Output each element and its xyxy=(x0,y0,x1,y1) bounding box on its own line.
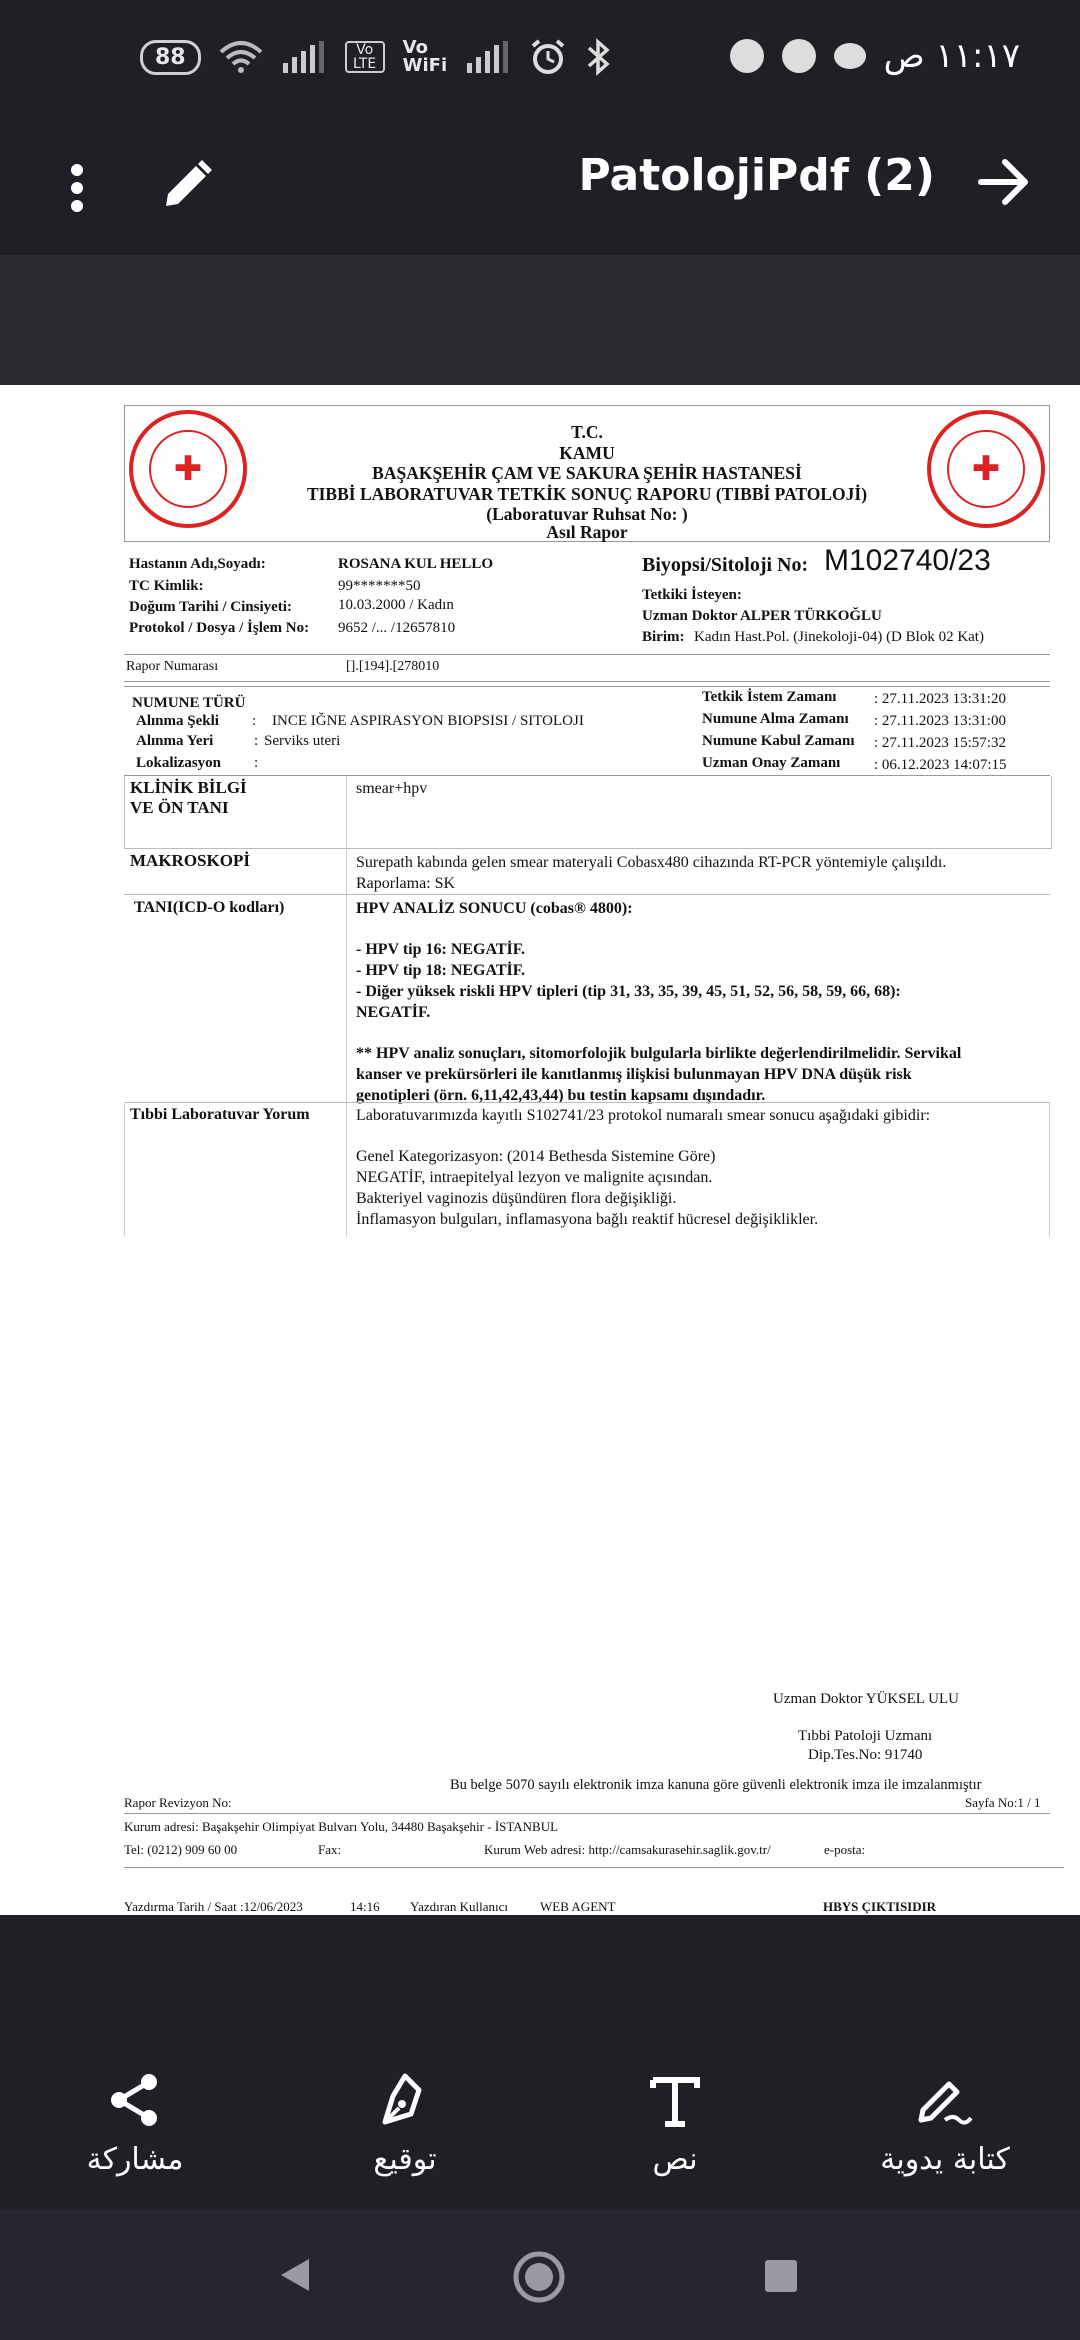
sign-label: توقيع xyxy=(373,2142,437,2177)
patient-name-value: ROSANA KUL HELLO xyxy=(338,556,494,572)
viewer-background xyxy=(0,255,1080,385)
method-value: INCE IĞNE ASPIRASYON BIOPSISI / SITOLOJI xyxy=(272,713,584,729)
tc-label: TC Kimlik: xyxy=(129,578,204,594)
sign-button[interactable] xyxy=(305,2070,505,2177)
patient-name-label: Hastanın Adı,Soyadı: xyxy=(129,556,266,572)
comment-line-4: Bakteriyel vaginozis düşündüren flora değişikliği. xyxy=(356,1190,677,1207)
diagnosis-note-1: ** HPV analiz sonuçları, sitomorfolojik bulgularla birlikte değerlendirilmelidir. Servikal xyxy=(356,1045,962,1062)
volte-icon: Vo LTE xyxy=(345,41,385,73)
diagnosis-heading: HPV ANALİZ SONUCU (cobas® 4800): xyxy=(356,900,633,917)
forward-arrow-icon[interactable] xyxy=(975,152,1035,216)
bluetooth-icon xyxy=(585,38,611,76)
clinical-label-2: VE ÖN TANI xyxy=(130,798,229,817)
signing-title: Tıbbi Patoloji Uzmanı xyxy=(798,1728,933,1744)
clinical-value: smear+hpv xyxy=(356,780,428,797)
recents-icon[interactable] xyxy=(763,2258,799,2294)
wifi-icon xyxy=(219,40,263,74)
page-number: Sayfa No:1 / 1 xyxy=(965,1795,1041,1810)
macroscopy-line-1: Surepath kabında gelen smear materyali Cobasx480 cihazında RT-PCR yöntemiyle çalışıldı. xyxy=(356,854,947,871)
ministry-seal-left: ✚ xyxy=(129,410,247,528)
signing-doctor: Uzman Doktor YÜKSEL ULU xyxy=(773,1691,959,1707)
report-number-label: Rapor Numarası xyxy=(126,659,219,674)
notification-icon-2 xyxy=(782,39,816,73)
diagnosis-note-2: kanser ve prekürsörleri ile kanıtlanmış ilişkisi bulunmayan HPV DNA düşük risk xyxy=(356,1066,912,1083)
signature-footer-layer xyxy=(0,385,1080,1915)
hospital-name: BAŞAKŞEHİR ÇAM VE SAKURA ŞEHİR HASTANESİ xyxy=(372,463,802,483)
share-icon xyxy=(105,2070,165,2130)
localization-value: : xyxy=(254,755,259,771)
dob-value: 10.03.2000 / Kadın xyxy=(338,597,454,613)
comment-line-3: NEGATİF, intraepitelyal lezyon ve malignite açısından. xyxy=(356,1169,713,1186)
text-button[interactable] xyxy=(575,2070,775,2177)
share-button[interactable] xyxy=(35,2070,235,2177)
macroscopy-label: MAKROSKOPİ xyxy=(130,851,250,870)
top-app-bar xyxy=(0,120,1080,255)
place-label: Alınma Yeri xyxy=(136,733,214,749)
time-label-2: Numune Kabul Zamanı xyxy=(702,733,855,749)
signing-dip: Dip.Tes.No: 91740 xyxy=(808,1747,923,1763)
tc-value: 99*******50 xyxy=(338,578,421,594)
institution-web: Kurum Web adresi: http://camsakurasehir.saglik.gov.tr/ xyxy=(484,1842,771,1857)
comment-line-5: İnflamasyon bulguları, inflamasyona bağlı reaktif hücresel değişiklikler. xyxy=(356,1211,819,1228)
comment-line-1: Laboratuvarımızda kayıtlı S102741/23 protokol numaralı smear sonucu aşağıdaki gibidir: xyxy=(356,1107,931,1124)
diagnosis-note-3: genotipleri (örn. 6,11,42,43,44) bu testin kapsamı dışındadır. xyxy=(356,1087,766,1104)
biopsy-number: M102740/23 xyxy=(824,544,991,577)
vowifi-icon: Vo WiFi xyxy=(402,37,448,76)
unit-value: Kadın Hast.Pol. (Jinekoloji-04) (D Blok 02 Kat) xyxy=(694,629,984,645)
time-value-0: : 27.11.2023 13:31:20 xyxy=(874,691,1006,707)
time-value-3: : 06.12.2023 14:07:15 xyxy=(874,757,1007,773)
chat-icon xyxy=(834,43,866,69)
share-label: مشاركة xyxy=(86,2142,184,2177)
comment-line-2: Genel Kategorizasyon: (2014 Bethesda Sistemine Göre) xyxy=(356,1148,716,1165)
battery-indicator: 88 xyxy=(140,40,201,75)
bottom-action-bar xyxy=(0,2050,1080,2210)
comment-label: Tıbbi Laboratuvar Yorum xyxy=(130,1106,310,1123)
system-navigation-bar xyxy=(0,2210,1080,2340)
diagnosis-hpv16: - HPV tip 16: NEGATİF. xyxy=(356,941,526,958)
requester-doctor: Uzman Doktor ALPER TÜRKOĞLU xyxy=(642,608,882,624)
status-bar xyxy=(0,0,1080,120)
time-label-0: Tetkik İstem Zamanı xyxy=(702,689,837,705)
institution-address: Kurum adresi: Başakşehir Olimpiyat Bulvarı Yolu, 34480 Başakşehir - İSTANBUL xyxy=(124,1819,559,1834)
method-label: Alınma Şekli xyxy=(136,713,219,729)
time-value-1: : 27.11.2023 13:31:00 xyxy=(874,713,1006,729)
edit-icon[interactable] xyxy=(160,158,214,216)
signal-icon xyxy=(281,41,327,73)
back-icon[interactable] xyxy=(275,2255,315,2295)
print-date: Yazdırma Tarih / Saat :12/06/2023 xyxy=(124,1899,303,1914)
handwriting-icon xyxy=(915,2070,975,2130)
institution-tel: Tel: (0212) 909 60 00 xyxy=(124,1842,238,1857)
dob-label: Doğum Tarihi / Cinsiyeti: xyxy=(129,599,292,615)
text-icon xyxy=(645,2070,705,2130)
place-value-prefix: : xyxy=(254,733,259,749)
protocol-label: Protokol / Dosya / İşlem No: xyxy=(129,620,310,636)
revision-label: Rapor Revizyon No: xyxy=(124,1795,232,1810)
time-value-2: : 27.11.2023 15:57:32 xyxy=(874,735,1006,751)
time-label-1: Numune Alma Zamanı xyxy=(702,711,849,727)
protocol-value: 9652 /... /12657810 xyxy=(338,620,456,636)
more-options-icon[interactable] xyxy=(62,158,92,222)
header-line-2: KAMU xyxy=(559,442,615,463)
time-label-3: Uzman Onay Zamanı xyxy=(702,755,841,771)
text-label: نص xyxy=(652,2142,698,2177)
clock: ١١:١٧ ص xyxy=(883,36,1020,76)
unit-label: Birim: xyxy=(642,629,685,645)
hbys-label: HBYS ÇIKTISIDIR xyxy=(823,1899,937,1914)
diagnosis-hpv18: - HPV tip 18: NEGATİF. xyxy=(356,962,526,979)
localization-label: Lokalizasyon xyxy=(136,755,222,771)
printer-value: WEB AGENT xyxy=(540,1899,616,1914)
diagnosis-other-result: NEGATİF. xyxy=(356,1004,431,1021)
institution-fax: Fax: xyxy=(318,1842,342,1857)
institution-email: e-posta: xyxy=(824,1842,866,1857)
pen-nib-icon xyxy=(375,2070,435,2130)
requester-label: Tetkiki İsteyen: xyxy=(642,587,742,603)
print-time: 14:16 xyxy=(350,1899,380,1914)
original-report-label: Asıl Rapor xyxy=(546,521,628,542)
header-line-1: T.C. xyxy=(571,422,603,442)
alarm-icon xyxy=(529,38,567,76)
esign-statement: Bu belge 5070 sayılı elektronik imza kanuna göre güvenli elektronik imza ile imzalanmıştır xyxy=(450,1777,982,1793)
handwriting-label: كتابة يدوية xyxy=(880,2142,1010,2177)
place-value: Serviks uteri xyxy=(264,733,341,749)
document-title: PatolojiPdf (2) xyxy=(578,150,935,201)
report-type: TIBBİ LABORATUVAR TETKİK SONUÇ RAPORU (TIBBİ PATOLOJİ) xyxy=(306,483,868,504)
notification-icon-1 xyxy=(730,39,764,73)
printer-label: Yazdıran Kullanıcı xyxy=(410,1899,508,1914)
ministry-seal-right: ✚ xyxy=(927,410,1045,528)
sample-info-block: NUMUNE TÜRÜ Alınma Şekli : INCE IĞNE ASPIRASYON BIOPSISI / SITOLOJI Alınma Yeri : Serviks uteri Lokalizasyon : Tetkik İstem Zamanı : 27.11.2023 13:31:20 Numune Alma Zamanı : 27.11.2023 13:31:00 Numune Kabul Zamanı : 27.11.2023 15:57:32 Uzman Onay Zamanı : 06.12.2023 14:07:15 xyxy=(124,686,1050,776)
sample-type-label: NUMUNE TÜRÜ xyxy=(132,695,246,711)
report-number-value: [].[194].[278010 xyxy=(346,659,440,674)
pdf-page xyxy=(0,385,1080,1915)
signal-icon-2 xyxy=(465,41,511,73)
biopsy-label: Biyopsi/Sitoloji No: xyxy=(642,554,809,576)
diagnosis-other: - Diğer yüksek riskli HPV tipleri (tip 31, 33, 35, 39, 45, 51, 52, 56, 58, 59, 66, 68): xyxy=(356,983,901,1000)
clinical-label-1: KLİNİK BİLGİ xyxy=(130,778,247,797)
diagnosis-label: TANI(ICD-O kodları) xyxy=(134,899,285,916)
license-line: (Laboratuvar Ruhsat No: ) xyxy=(486,504,688,524)
home-icon[interactable] xyxy=(512,2250,566,2304)
handwriting-button[interactable] xyxy=(845,2070,1045,2177)
macroscopy-line-2: Raporlama: SK xyxy=(356,875,456,892)
